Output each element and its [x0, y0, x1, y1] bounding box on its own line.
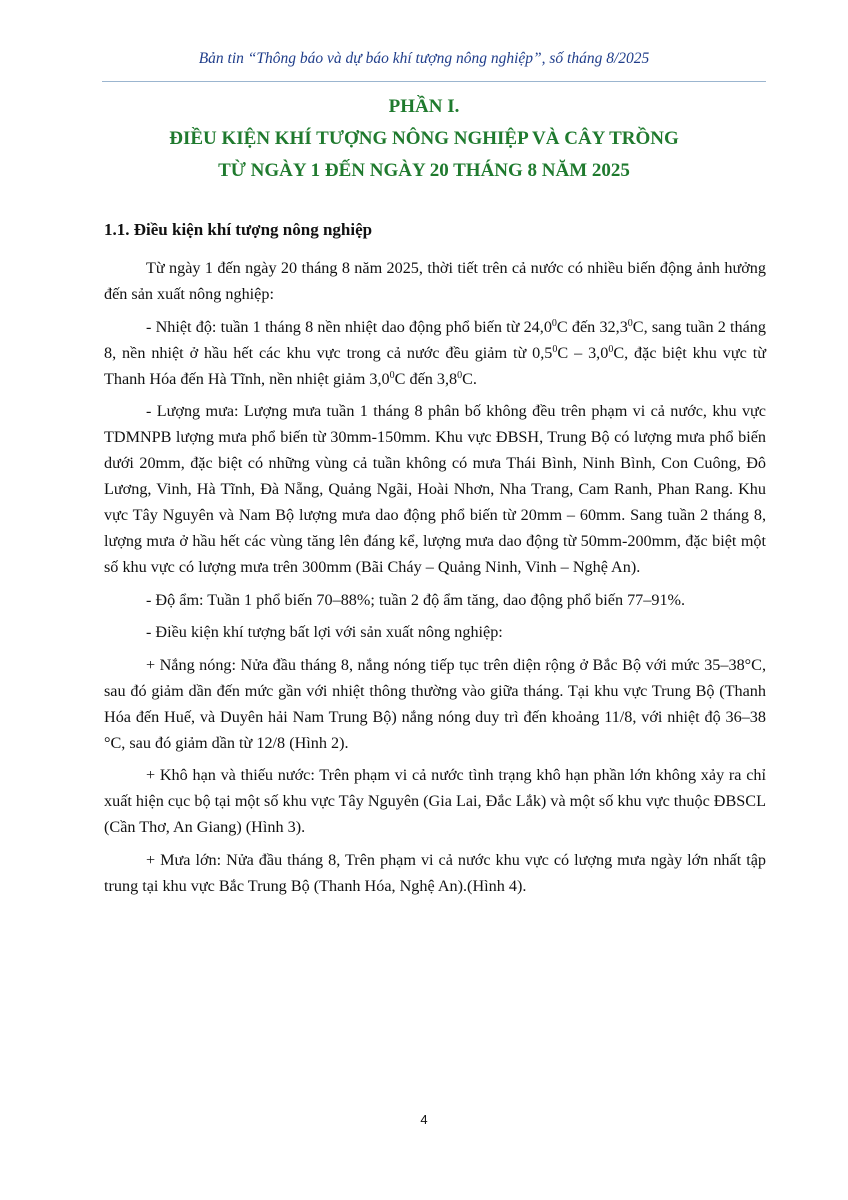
adverse-conditions-intro: - Điều kiện khí tượng bất lợi với sản xuất nông nghiệp:	[146, 623, 503, 641]
temperature-text-2: C đến 32,3	[556, 317, 628, 336]
degree-superscript: 0	[552, 343, 558, 355]
header-divider	[102, 81, 766, 82]
degree-superscript: 0	[389, 369, 395, 381]
degree-superscript: 0	[457, 369, 463, 381]
part-title-line-1: ĐIỀU KIỆN KHÍ TƯỢNG NÔNG NGHIỆP VÀ CÂY TRỒNG	[169, 128, 679, 149]
bulletin-header: Bản tin “Thông báo và dự báo khí tượng nông nghiệp”, số tháng 8/2025	[198, 50, 650, 67]
page-number: 4	[420, 1112, 428, 1127]
temperature-text-6: C đến 3,8	[394, 369, 458, 388]
part-title-block	[0, 91, 848, 187]
temperature-paragraph	[104, 314, 766, 392]
temperature-text-1: - Nhiệt độ: tuần 1 tháng 8 nền nhiệt dao động phổ biến từ 24,0	[146, 317, 552, 336]
intro-paragraph: Từ ngày 1 đến ngày 20 tháng 8 năm 2025, thời tiết trên cả nước có nhiều biến động ảnh hưởng đến sản xuất nông nghiệp:	[104, 259, 766, 303]
part-title-line-2: TỪ NGÀY 1 ĐẾN NGÀY 20 THÁNG 8 NĂM 2025	[218, 160, 630, 181]
section-heading: 1.1. Điều kiện khí tượng nông nghiệp	[104, 220, 373, 239]
drought-paragraph: + Khô hạn và thiếu nước: Trên phạm vi cả nước tình trạng khô hạn phần lớn không xảy ra chỉ xuất hiện cục bộ tại một số khu vực Tây Nguyên (Gia Lai, Đắc Lắk) và một số khu vực thuộc ĐBSCL (Cần Thơ, An Giang) (Hình 3).	[104, 766, 766, 836]
heat-paragraph: + Nắng nóng: Nửa đầu tháng 8, nắng nóng tiếp tục trên diện rộng ở Bắc Bộ với mức 35–38°C, sau đó giảm dần đến mức gần với nhiệt thông thường vào giữa tháng. Tại khu vực Trung Bộ (Thanh Hóa đến Huế, và Duyên hải Nam Trung Bộ) nắng nóng duy trì đến khoảng 11/8, với nhiệt độ 36–38 °C, sau đó giảm dần từ 12/8 (Hình 2).	[104, 655, 766, 752]
degree-superscript: 0	[608, 343, 614, 355]
temperature-text-5: C, đặc biệt khu vực từ Thanh Hóa đến Hà Tĩnh, nền nhiệt giảm 3,0	[104, 343, 766, 388]
rainfall-paragraph: - Lượng mưa: Lượng mưa tuần 1 tháng 8 phân bố không đều trên phạm vi cả nước, khu vực TDMNPB lượng mưa phổ biến từ 30mm-150mm. Khu vực ĐBSH, Trung Bộ có lượng mưa phổ biến dưới 20mm, đặc biệt có những vùng cả tuần không có mưa Thái Bình, Ninh Bình, Con Cuông, Đô Lương, Vinh, Hà Tĩnh, Đà Nẵng, Quảng Ngãi, Hoài Nhơn, Nha Trang, Cam Ranh, Phan Rang. Khu vực Tây Nguyên và Nam Bộ lượng mưa dao động phổ biến từ 20mm – 60mm. Sang tuần 2 tháng 8, lượng mưa ở hầu hết các vùng tăng lên đáng kể, lượng mưa dao động từ 50mm-200mm, đặc biệt một số khu vực có lượng mưa trên 300mm (Bãi Cháy – Quảng Ninh, Vinh – Nghệ An).	[104, 402, 766, 576]
temperature-text-4: C – 3,0	[557, 343, 609, 362]
temperature-text-7: C.	[462, 369, 477, 388]
part-label: PHẦN I.	[388, 96, 460, 117]
heavy-rain-paragraph: + Mưa lớn: Nửa đầu tháng 8, Trên phạm vi cả nước khu vực có lượng mưa ngày lớn nhất tập trung tại khu vực Bắc Trung Bộ (Thanh Hóa, Nghệ An).(Hình 4).	[104, 850, 766, 895]
temperature-text-3: C, sang tuần 2 tháng 8, nền nhiệt ở hầu hết các khu vực trong cả nước đều giảm từ 0,5	[104, 317, 766, 362]
humidity-paragraph: - Độ ẩm: Tuần 1 phổ biến 70–88%; tuần 2 độ ẩm tăng, dao động phổ biến 77–91%.	[146, 590, 686, 609]
degree-superscript: 0	[551, 317, 557, 329]
body-content	[104, 255, 766, 905]
degree-superscript: 0	[627, 317, 633, 329]
